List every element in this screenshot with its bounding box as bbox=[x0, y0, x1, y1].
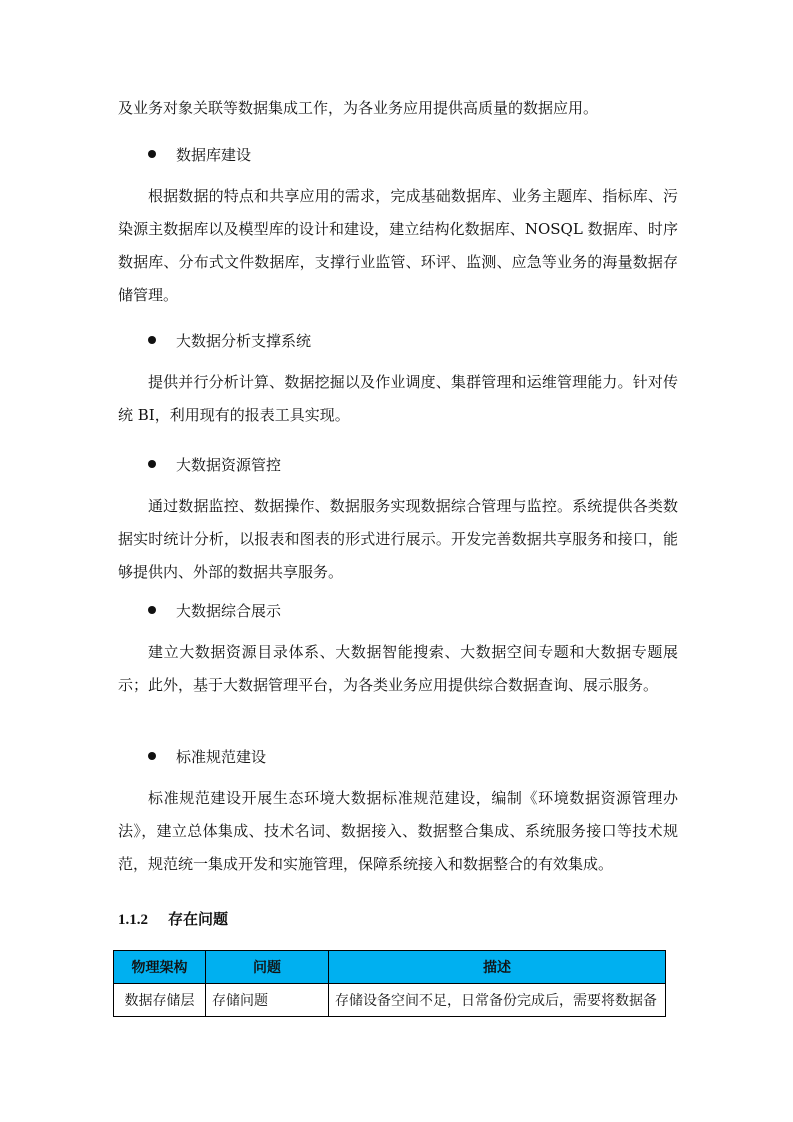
header-description: 描述 bbox=[329, 951, 666, 984]
bullet-icon bbox=[148, 336, 156, 344]
bullet-icon bbox=[148, 606, 156, 614]
cell-description: 存储设备空间不足，日常备份完成后，需要将数据备 bbox=[329, 984, 666, 1017]
table-row bbox=[114, 984, 666, 1017]
heading-title: 存在问题 bbox=[168, 910, 229, 928]
issues-table bbox=[113, 950, 666, 1017]
bullet-icon bbox=[148, 460, 156, 468]
section-bullet-database bbox=[148, 144, 251, 166]
header-architecture: 物理架构 bbox=[114, 951, 206, 984]
section-title: 数据库建设 bbox=[176, 146, 252, 164]
section-title: 标准规范建设 bbox=[176, 748, 267, 766]
section-title: 大数据资源管控 bbox=[176, 456, 282, 474]
heading-number: 1.1.2 bbox=[118, 912, 148, 928]
section-bullet-standards bbox=[148, 746, 266, 768]
section-paragraph-standards: 标准规范建设开展生态环境大数据标准规范建设，编制《环境数据资源管理办法》，建立总体集成、技术名词、数据接入、数据整合集成、系统服务接口等技术规范，规范统一集成开发和实施管理，保障系统接入和数据整合的有效集成。 bbox=[118, 789, 678, 873]
cell-architecture: 数据存储层 bbox=[114, 984, 206, 1017]
header-problem: 问题 bbox=[206, 951, 329, 984]
section-bullet-analysis bbox=[148, 330, 311, 352]
section-paragraph-resource-control: 通过数据监控、数据操作、数据服务实现数据综合管理与监控。系统提供各类数据实时统计分析，以报表和图表的形式进行展示。开发完善数据共享服务和接口，能够提供内、外部的数据共享服务。 bbox=[118, 497, 678, 581]
section-paragraph-database: 根据数据的特点和共享应用的需求，完成基础数据库、业务主题库、指标库、污染源主数据库以及模型库的设计和建设，建立结构化数据库、NOSQL 数据库、时序数据库、分布式文件数据库，支撑行业监管、环评、监测、应急等业务的海量数据存储管理。 bbox=[118, 187, 678, 304]
cell-problem: 存储问题 bbox=[206, 984, 329, 1017]
bullet-icon bbox=[148, 150, 156, 158]
section-title: 大数据综合展示 bbox=[176, 602, 282, 620]
section-paragraph-analysis: 提供并行分析计算、数据挖掘以及作业调度、集群管理和运维管理能力。针对传统 BI，利用现有的报表工具实现。 bbox=[118, 373, 678, 424]
section-bullet-display bbox=[148, 600, 281, 622]
bullet-icon bbox=[148, 752, 156, 760]
section-paragraph-display: 建立大数据资源目录体系、大数据智能搜索、大数据空间专题和大数据专题展示；此外，基于大数据管理平台，为各类业务应用提供综合数据查询、展示服务。 bbox=[118, 643, 678, 694]
intro-paragraph-tail: 及业务对象关联等数据集成工作，为各业务应用提供高质量的数据应用。 bbox=[118, 99, 599, 117]
section-heading bbox=[118, 908, 228, 931]
section-title: 大数据分析支撑系统 bbox=[176, 332, 312, 350]
table-header-row bbox=[114, 951, 666, 984]
section-bullet-resource-control bbox=[148, 454, 281, 476]
